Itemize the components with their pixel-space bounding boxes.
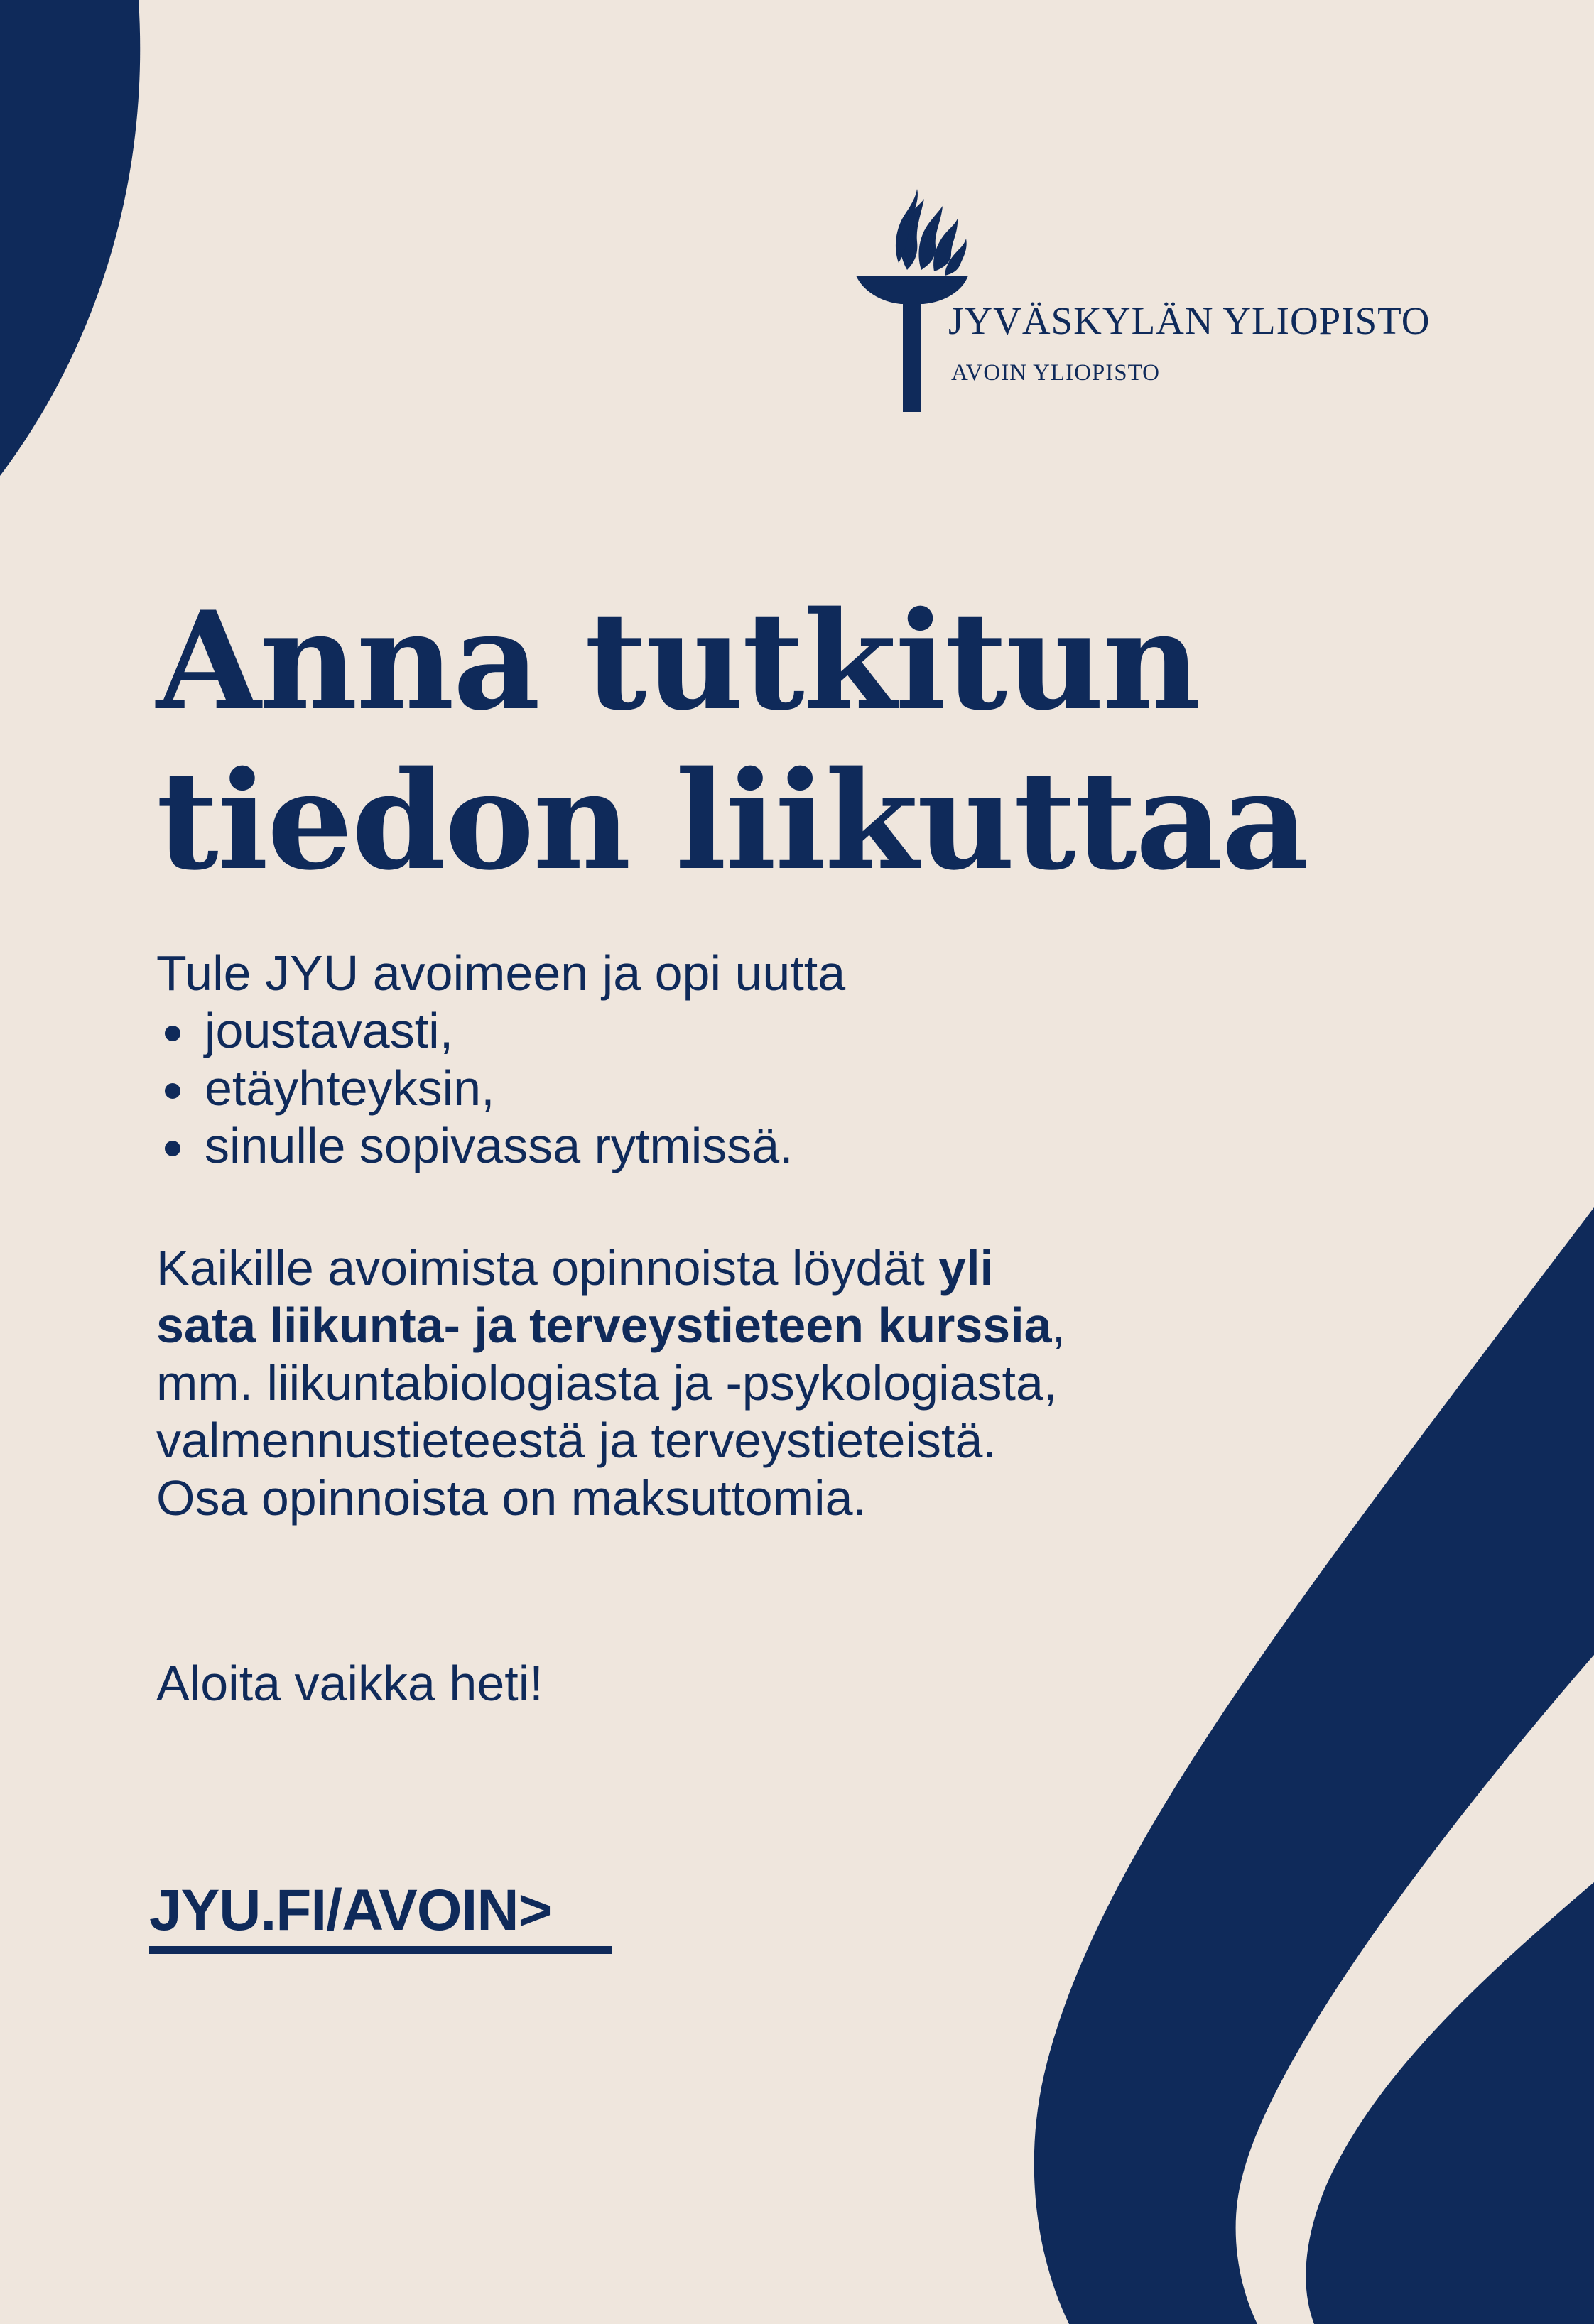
university-name: JYVÄSKYLÄN YLIOPISTO [948, 299, 1431, 342]
paragraph-rest: , mm. liikuntabiologiasta ja -psykologiasta, valmennustieteestä ja terveystieteistä. Osa opinnoista on maksuttomia. [156, 1298, 1066, 1526]
link-underline [149, 1946, 612, 1954]
website-link[interactable]: JYU.FI/AVOIN> [149, 1878, 552, 1943]
bullet-icon [165, 1026, 180, 1041]
list-item [156, 1117, 845, 1175]
list-item-text: etäyhteyksin, [205, 1060, 495, 1116]
list-item-text: joustavasti, [205, 1003, 454, 1058]
bullet-icon [165, 1083, 180, 1099]
list-item [156, 1060, 845, 1117]
bullet-icon [165, 1141, 180, 1156]
paragraph-intro: Kaikille avoimista opinnoista löydät [156, 1240, 939, 1296]
list-item [156, 1002, 845, 1060]
intro-block [156, 945, 845, 1175]
headline-line-2: tiedon liikuttaa [156, 742, 1308, 900]
benefit-list [156, 1002, 845, 1175]
university-logo[interactable] [856, 156, 1467, 426]
course-paragraph [156, 1239, 1080, 1527]
call-to-action-text: Aloita vaikka heti! [156, 1656, 543, 1711]
headline-line-1: Anna tutkitun [156, 582, 1200, 740]
headline [156, 581, 1308, 901]
paragraph-highlight: yli sata liikunta- ja terveystieteen kurssia [156, 1240, 1052, 1353]
list-item-text: sinulle sopivassa rytmissä. [205, 1118, 793, 1173]
open-university-subtitle: AVOIN YLIOPISTO [951, 360, 1160, 386]
intro-text: Tule JYU avoimeen ja opi uutta [156, 945, 846, 1001]
top-left-wave [0, 0, 140, 476]
